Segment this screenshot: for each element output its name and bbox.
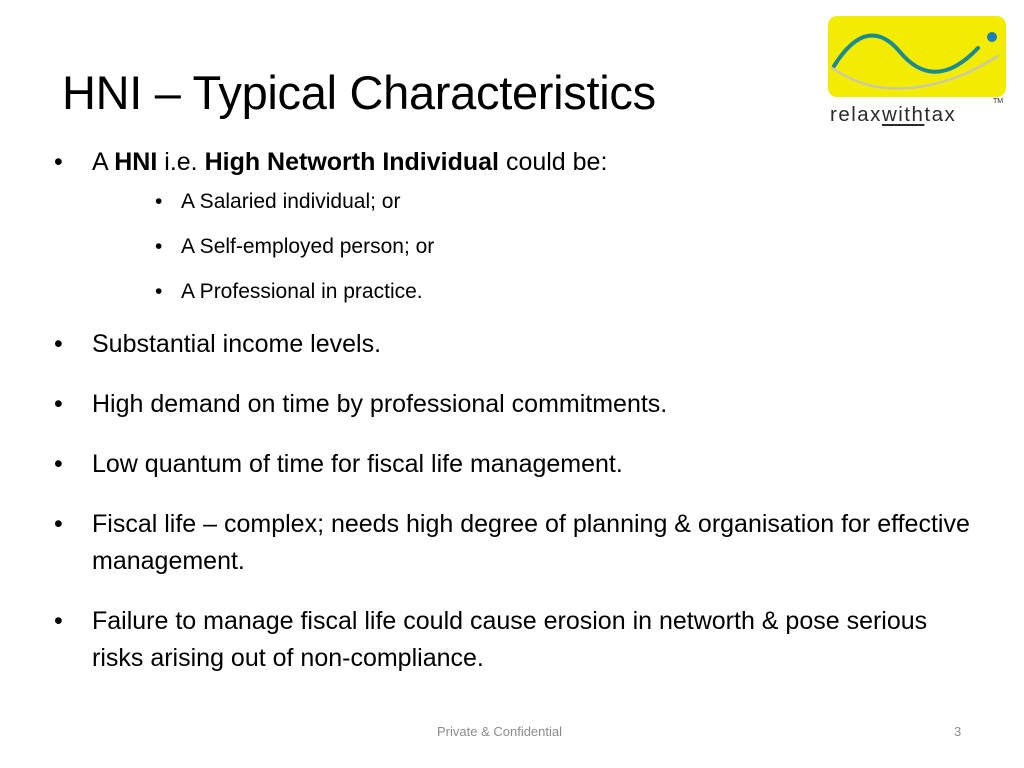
bullet-dot-icon: • (54, 450, 63, 478)
sub-bullet-item (155, 186, 984, 218)
intro-bold-high-networth-individual: High Networth Individual (204, 148, 499, 176)
relaxwithtax-logo (826, 16, 1008, 126)
bullet-dot-icon: • (155, 235, 163, 258)
bullet-item-hni-definition (54, 144, 984, 181)
logo-trademark: TM (993, 98, 1004, 105)
logo-word-tax: tax (924, 103, 957, 126)
bullet-dot-icon: • (155, 190, 163, 213)
bullet-item (54, 506, 984, 580)
bullet-list (54, 144, 984, 700)
sub-bullet-list (54, 186, 984, 308)
sub-bullet-item (155, 231, 984, 263)
bullet-dot-icon: • (54, 148, 63, 176)
logo-wordmark (830, 103, 956, 127)
slide-page-number: 3 (954, 724, 962, 739)
bullet-dot-icon: • (54, 390, 63, 418)
intro-text-3: could be: (499, 148, 608, 176)
bullet-text: Fiscal life – complex; needs high degree of planning & organisation for effective management. (92, 510, 970, 575)
intro-bold-hni: HNI (114, 148, 158, 176)
sub-bullet-item (155, 276, 984, 308)
bullet-item (54, 386, 984, 423)
bullet-text: Low quantum of time for fiscal life management. (92, 450, 623, 478)
bullet-text: High demand on time by professional commitments. (92, 390, 668, 418)
bullet-item (54, 446, 984, 483)
slide-title: HNI – Typical Characteristics (62, 66, 656, 119)
bullet-text: Failure to manage fiscal life could cause erosion in networth & pose serious risks arising out of non-compliance. (92, 607, 928, 672)
bullet-dot-icon: • (54, 330, 63, 358)
logo-word-relax: relax (830, 103, 882, 126)
logo-wave-icon (828, 16, 1006, 97)
bullet-dot-icon: • (54, 510, 63, 538)
logo-badge (828, 16, 1006, 97)
bullet-item (54, 326, 984, 363)
intro-text-2: i.e. (157, 148, 205, 176)
bullet-item (54, 603, 984, 677)
sub-bullet-text: A Salaried individual; or (181, 190, 401, 213)
sub-bullet-text: A Self-employed person; or (181, 235, 435, 258)
intro-text-1: A (92, 148, 115, 176)
sub-bullet-text: A Professional in practice. (181, 280, 423, 303)
bullet-text (92, 144, 984, 181)
bullet-dot-icon: • (54, 607, 63, 635)
logo-word-with: with (881, 103, 925, 126)
bullet-text: Substantial income levels. (92, 330, 382, 358)
bullet-dot-icon: • (155, 280, 163, 303)
footer-confidential-label: Private & Confidential (437, 724, 563, 739)
